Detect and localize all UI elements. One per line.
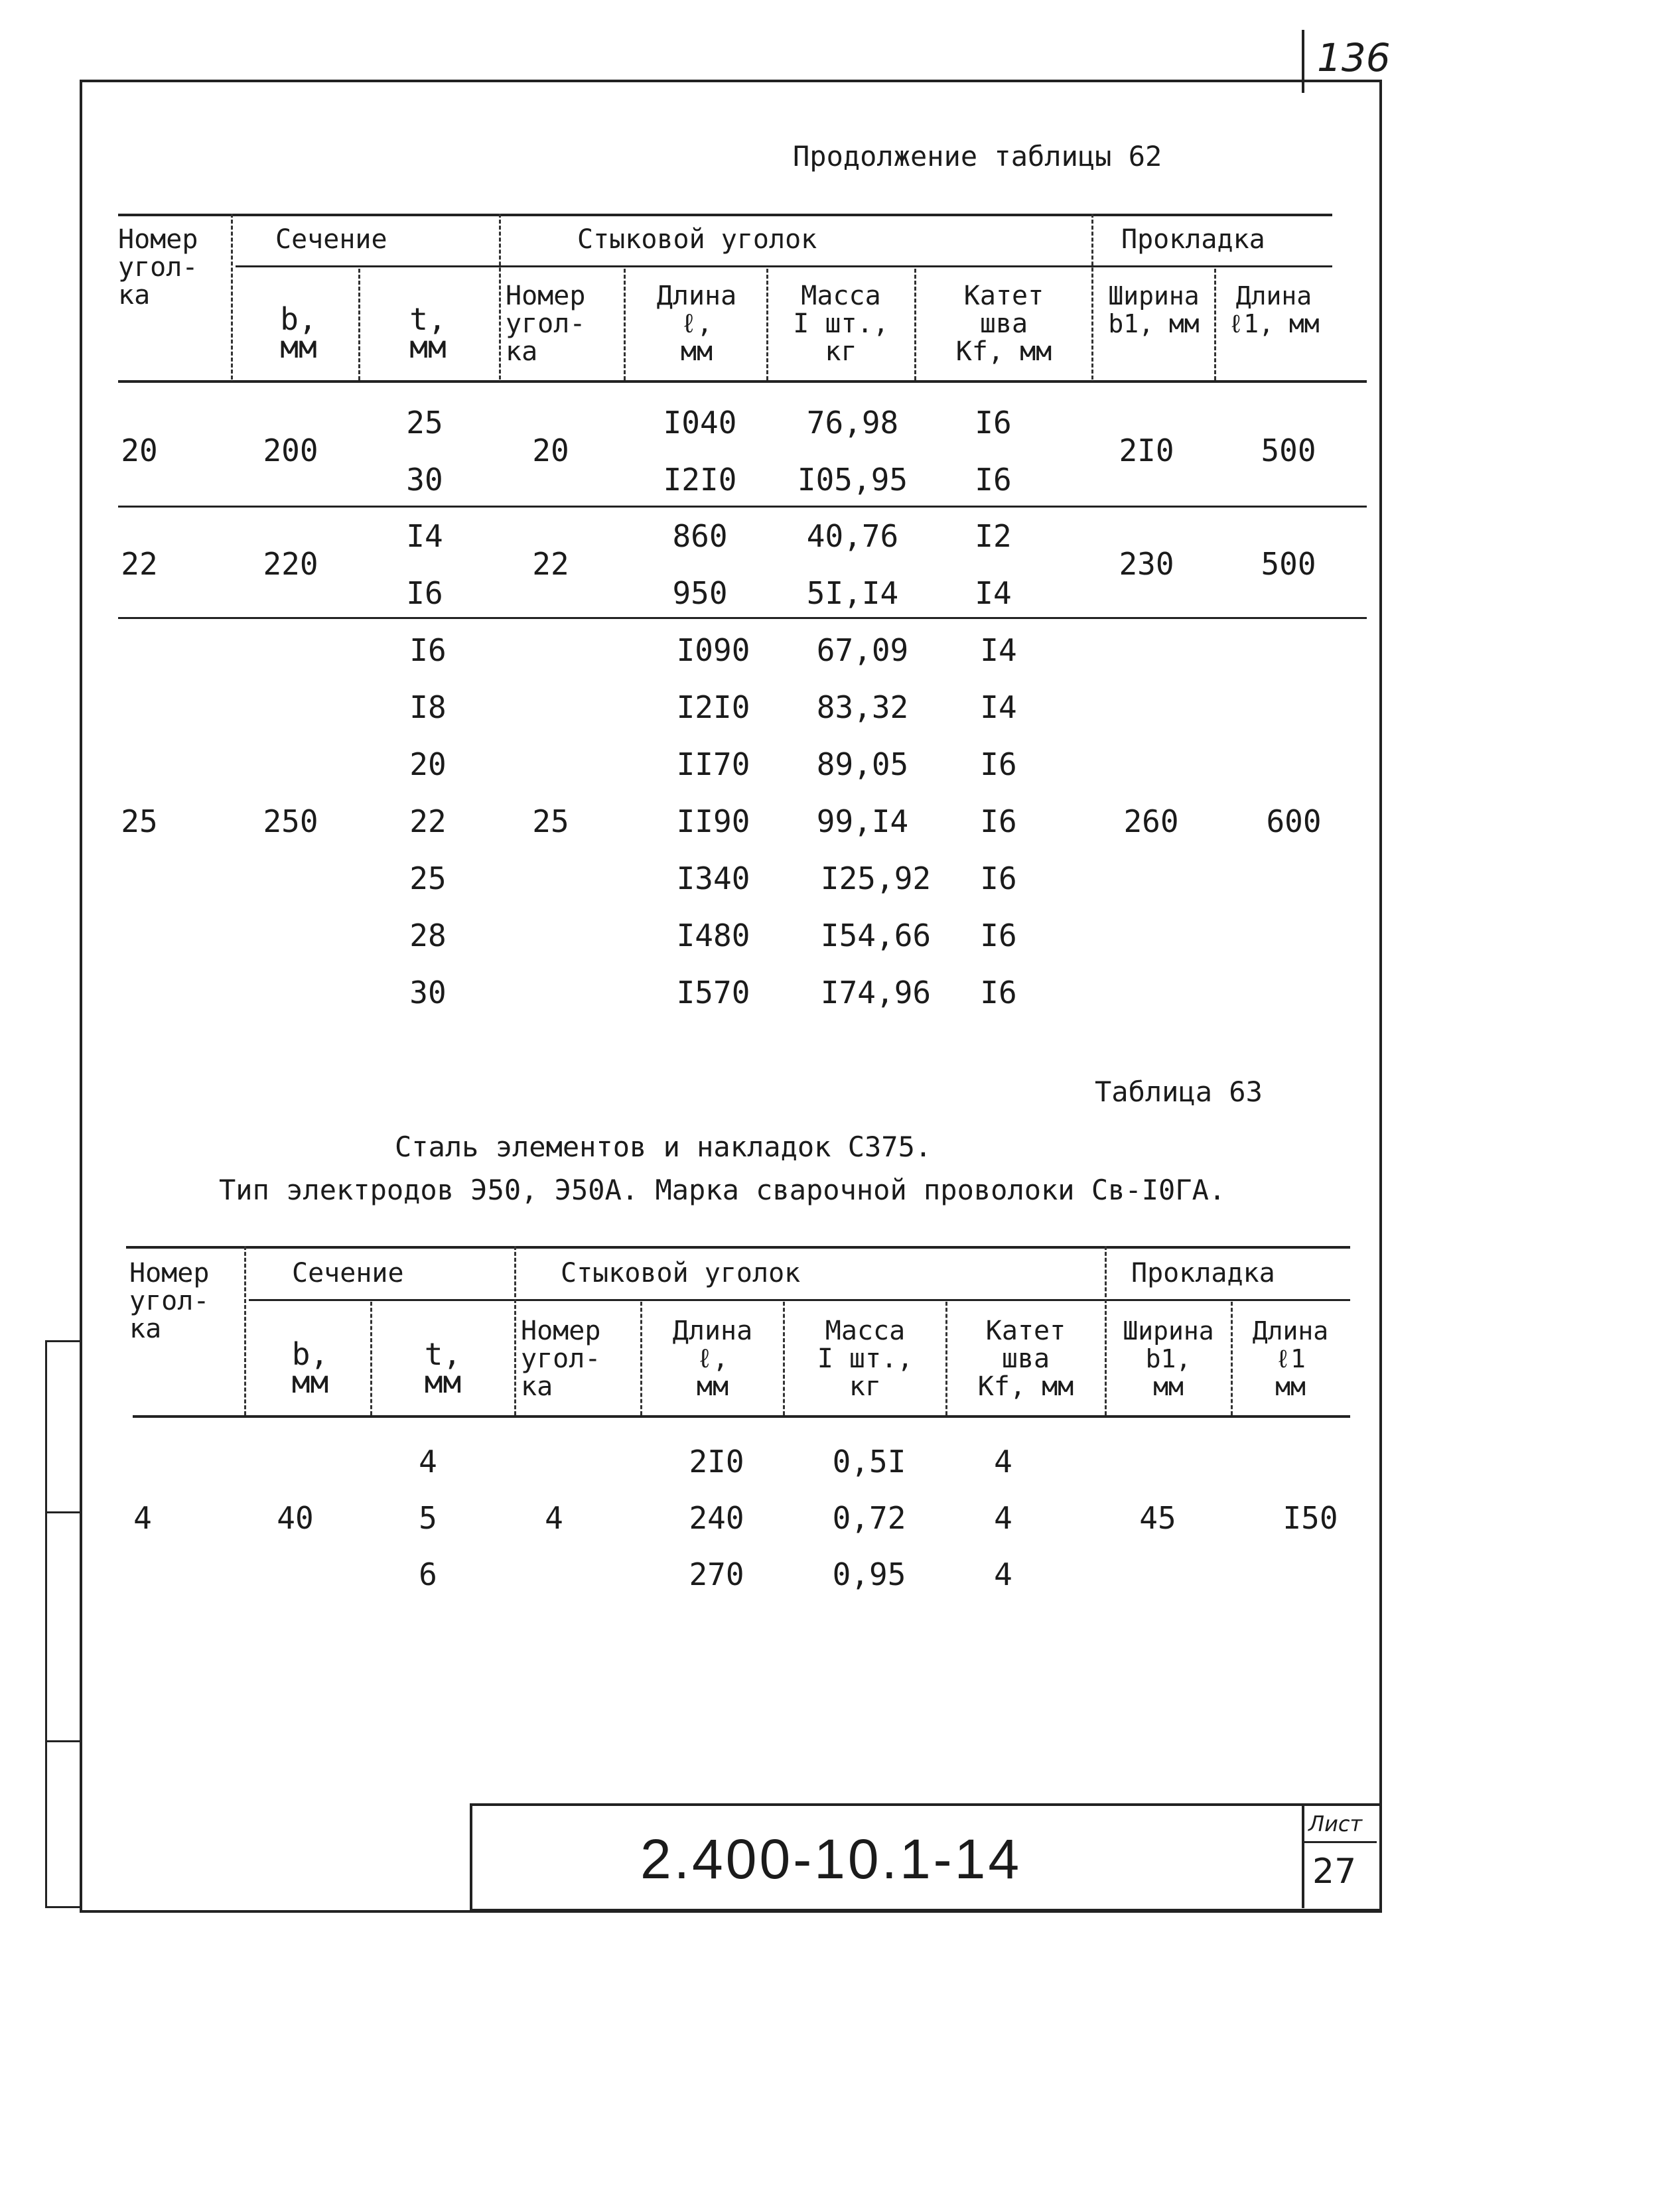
t62-h-b: b, мм — [280, 301, 317, 365]
t62-h-t: t, мм — [409, 301, 447, 365]
t62-katet-cell: I6 — [980, 918, 1017, 953]
t62-katet-cell: I4 — [980, 632, 1017, 668]
t62-num-cell: 22 — [121, 546, 158, 582]
t63-mass-cell: 0,95 — [832, 1556, 906, 1592]
t63-h-butt: Стыковой уголок — [561, 1258, 801, 1288]
t63-h-katet: Катет шва Kf, мм — [977, 1316, 1074, 1402]
t62-mass-cell: 83,32 — [816, 689, 909, 725]
sheet-number: 27 — [1312, 1852, 1357, 1892]
t63-pad-len-cell: I50 — [1283, 1500, 1338, 1536]
t63-h-pad-len: Длина ℓ1 мм — [1252, 1316, 1329, 1401]
t62-length-cell: I090 — [676, 632, 750, 668]
t63-caption: Таблица 63 — [1095, 1075, 1263, 1108]
t62-katet-cell: I2 — [975, 518, 1012, 554]
sheet-label-rule — [1302, 1841, 1377, 1843]
t63-h-b: b, мм — [291, 1336, 329, 1400]
t62-h-mass: Масса I шт., кг — [793, 281, 889, 367]
t62-mass-cell: 5I,I4 — [806, 575, 899, 611]
t62-header-rule — [118, 380, 1367, 383]
t62-h-section: Сечение — [275, 224, 387, 255]
t63-h-length: Длина ℓ, мм — [672, 1316, 753, 1402]
t62-length-cell: II90 — [676, 803, 750, 839]
t63-t-cell: 4 — [419, 1444, 437, 1480]
t62-katet-cell: I6 — [980, 746, 1017, 782]
t62-mass-cell: I74,96 — [820, 975, 932, 1010]
t62-butt-num-cell: 25 — [532, 803, 569, 839]
t63-header-rule — [133, 1415, 1350, 1418]
t62-length-cell: I570 — [676, 975, 750, 1010]
t63-h-pad: Прокладка — [1131, 1258, 1275, 1288]
t62-mass-cell: 99,I4 — [816, 803, 909, 839]
t63-title-line1: Сталь элементов и накладок С375. — [395, 1131, 932, 1163]
t63-length-cell: 240 — [689, 1500, 744, 1536]
t62-butt-num-cell: 20 — [532, 433, 569, 468]
t62-b-cell: 200 — [263, 433, 318, 468]
t62-length-cell: II70 — [676, 746, 750, 782]
t63-top-rule — [126, 1246, 1350, 1249]
t62-h-butt-num: Номер угол- ка — [506, 281, 586, 367]
t62-length-cell: I480 — [676, 918, 750, 953]
t62-h-length: Длина ℓ, мм — [656, 281, 737, 367]
t62-top-rule — [118, 214, 1332, 216]
t62-katet-cell: I6 — [980, 975, 1017, 1010]
t62-katet-cell: I4 — [980, 689, 1017, 725]
t62-length-cell: I2I0 — [663, 462, 737, 498]
t62-h-width: Ширина b1, мм — [1108, 281, 1200, 338]
t62-b-cell: 250 — [263, 803, 318, 839]
t62-width-cell: 230 — [1119, 546, 1174, 582]
binding-strip — [45, 1340, 82, 1908]
t62-t-cell: I6 — [409, 632, 447, 668]
t62-t-cell: 22 — [409, 803, 447, 839]
t62-mass-cell: I25,92 — [820, 861, 932, 896]
t62-sub-rule — [236, 265, 1332, 267]
t62-b-cell: 220 — [263, 546, 318, 582]
t63-h-butt-num: Номер угол- ка — [521, 1316, 601, 1402]
t62-katet-cell: I6 — [975, 405, 1012, 441]
t62-t-cell: I6 — [406, 575, 443, 611]
t62-mass-cell: 67,09 — [816, 632, 909, 668]
t63-h-t: t, мм — [424, 1336, 462, 1400]
t62-t-cell: I8 — [409, 689, 447, 725]
t63-title-line2: Тип электродов Э50, Э50А. Марка сварочной проволоки Св-I0ГА. — [219, 1174, 1226, 1206]
t62-h-num: Номер угол- ка — [118, 224, 198, 311]
t62-width-cell: 2I0 — [1119, 433, 1174, 468]
t62-group-rule — [118, 506, 1367, 508]
t63-num-cell: 4 — [133, 1500, 152, 1536]
t62-length-cell: I340 — [676, 861, 750, 896]
t62-h-butt: Стыковой уголок — [577, 224, 817, 255]
t62-pad-len-cell: 500 — [1261, 546, 1316, 582]
t63-mass-cell: 0,72 — [832, 1500, 906, 1536]
t62-t-cell: 25 — [409, 861, 447, 896]
t63-katet-cell: 4 — [994, 1556, 1012, 1592]
t62-mass-cell: 40,76 — [806, 518, 899, 554]
t62-butt-num-cell: 22 — [532, 546, 569, 582]
t62-katet-cell: I6 — [980, 803, 1017, 839]
t62-num-cell: 20 — [121, 433, 158, 468]
t62-num-cell: 25 — [121, 803, 158, 839]
t62-mass-cell: 76,98 — [806, 405, 899, 441]
t62-group-rule — [118, 617, 1367, 619]
t62-t-cell: I4 — [406, 518, 443, 554]
title-block-divider — [1302, 1803, 1304, 1908]
t63-butt-num-cell: 4 — [545, 1500, 563, 1536]
t63-length-cell: 2I0 — [689, 1444, 744, 1480]
t62-h-pad-len: Длина ℓ1, мм — [1228, 281, 1320, 338]
t62-t-cell: 28 — [409, 918, 447, 953]
t62-t-cell: 25 — [406, 405, 443, 441]
t62-h-katet: Катет шва Kf, мм — [955, 281, 1052, 367]
t62-katet-cell: I6 — [975, 462, 1012, 498]
t63-h-mass: Масса I шт., кг — [817, 1316, 914, 1402]
t63-h-section: Сечение — [292, 1258, 404, 1288]
t62-t-cell: 20 — [409, 746, 447, 782]
t63-mass-cell: 0,5I — [832, 1444, 906, 1480]
t62-katet-cell: I4 — [975, 575, 1012, 611]
t63-width-cell: 45 — [1139, 1500, 1176, 1536]
t62-t-cell: 30 — [409, 975, 447, 1010]
t63-t-cell: 5 — [419, 1500, 437, 1536]
t63-t-cell: 6 — [419, 1556, 437, 1592]
t63-b-cell: 40 — [277, 1500, 314, 1536]
t63-h-width: Ширина b1, мм — [1123, 1316, 1214, 1401]
sheet-label: Лист — [1308, 1811, 1363, 1836]
t62-mass-cell: 89,05 — [816, 746, 909, 782]
t63-length-cell: 270 — [689, 1556, 744, 1592]
t62-length-cell: 950 — [672, 575, 728, 611]
t62-length-cell: 860 — [672, 518, 728, 554]
t62-mass-cell: I05,95 — [797, 462, 908, 498]
t63-katet-cell: 4 — [994, 1444, 1012, 1480]
t62-t-cell: 30 — [406, 462, 443, 498]
t63-h-num: Номер угол- ка — [129, 1258, 210, 1344]
page-number: 136 — [1317, 35, 1391, 80]
t62-katet-cell: I6 — [980, 861, 1017, 896]
t62-width-cell: 260 — [1123, 803, 1179, 839]
t62-h-pad: Прокладка — [1121, 224, 1265, 255]
t62-mass-cell: I54,66 — [820, 918, 932, 953]
t62-pad-len-cell: 500 — [1261, 433, 1316, 468]
t63-katet-cell: 4 — [994, 1500, 1012, 1536]
t62-pad-len-cell: 600 — [1266, 803, 1322, 839]
t62-length-cell: I040 — [663, 405, 737, 441]
t63-sub-rule — [249, 1299, 1350, 1301]
document-code: 2.400-10.1-14 — [640, 1828, 1022, 1890]
t62-caption: Продолжение таблицы 62 — [793, 140, 1162, 173]
t62-length-cell: I2I0 — [676, 689, 750, 725]
